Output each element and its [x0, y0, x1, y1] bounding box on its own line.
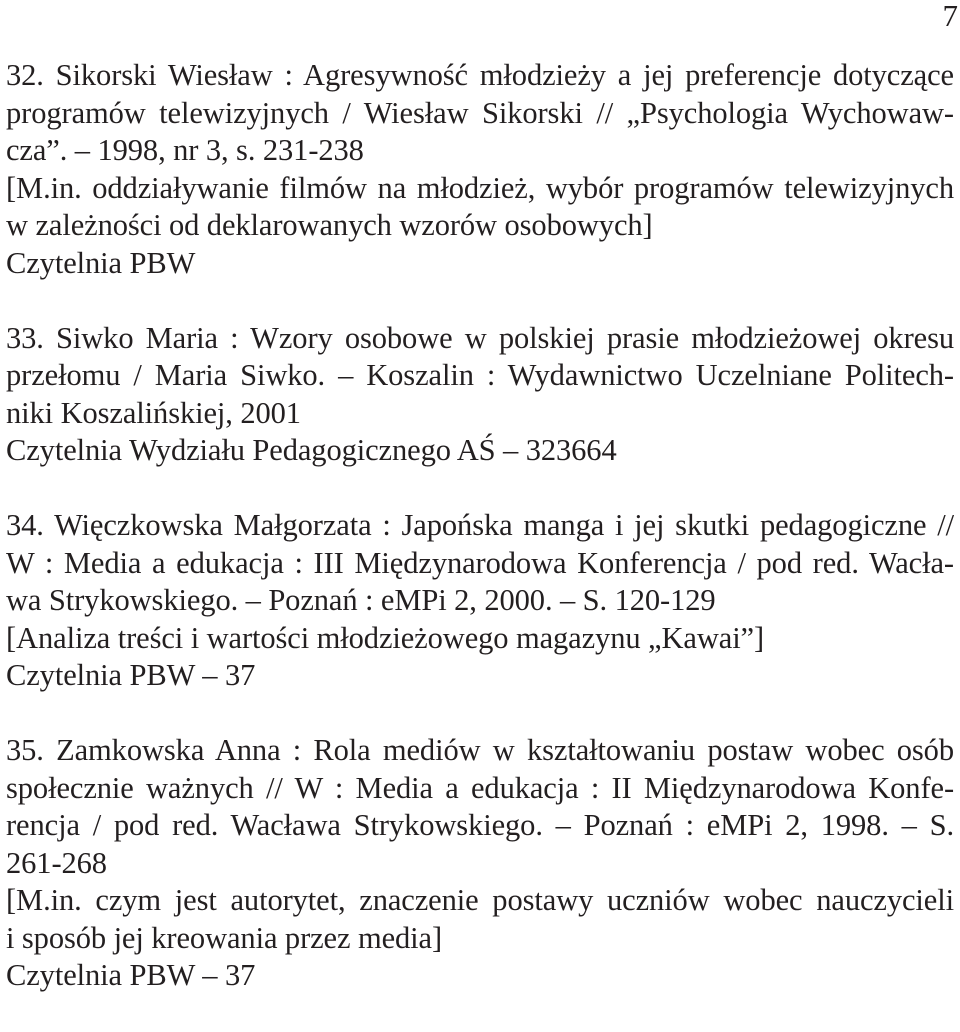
entry-32-line-5: w zależności od deklarowanych wzorów osobowych] — [6, 208, 653, 243]
bibliography-entry-35 — [6, 732, 954, 995]
entry-35-line-5: [M.in. czym jest autorytet, znaczenie postawy uczniów wobec nauczycieli — [6, 883, 954, 918]
entry-34-line-2: W : Media a edukacja : III Międzynarodowa Konferencja / pod red. Wacła- — [6, 545, 954, 580]
entry-34-line-4: [Analiza treści i wartości młodzieżowego magazynu „Kawai”] — [6, 620, 765, 655]
entry-32-line-4: [M.in. oddziaływanie filmów na młodzież, wybór programów telewizyjnych — [6, 170, 954, 205]
entry-33-line-2: przełomu / Maria Siwko. – Koszalin : Wydawnictwo Uczelniane Politech- — [6, 358, 954, 393]
entry-32-line-2: programów telewizyjnych / Wiesław Sikorski // „Psychologia Wychowaw- — [6, 95, 954, 130]
entry-33-line-3: niki Koszalińskiej, 2001 — [6, 395, 301, 430]
entry-33-location: Czytelnia Wydziału Pedagogicznego AŚ – 323664 — [6, 433, 617, 468]
entry-34-line-1: 34. Więczkowska Małgorzata : Japońska manga i jej skutki pedagogiczne // — [6, 507, 954, 542]
entry-33-line-1: 33. Siwko Maria : Wzory osobowe w polskiej prasie młodzieżowej okresu — [6, 320, 954, 355]
entry-32-location: Czytelnia PBW — [6, 245, 196, 280]
entry-34-location: Czytelnia PBW – 37 — [6, 658, 256, 693]
entry-34-line-3: wa Strykowskiego. – Poznań : eMPi 2, 2000. – S. 120-129 — [6, 583, 716, 618]
entry-35-line-3: rencja / pod red. Wacława Strykowskiego. – Poznań : eMPi 2, 1998. – S. — [6, 808, 954, 843]
entry-32-line-3: cza”. – 1998, nr 3, s. 231-238 — [6, 133, 364, 168]
bibliography-entry-33 — [6, 320, 954, 470]
bibliography-entry-32 — [6, 57, 954, 283]
entry-32-line-1: 32. Sikorski Wiesław : Agresywność młodzieży a jej preferencje dotyczące — [6, 58, 954, 92]
entry-35-line-2: społecznie ważnych // W : Media a edukacja : II Międzynarodowa Konfe- — [6, 770, 954, 805]
page-number: 7 — [942, 0, 958, 33]
entry-35-line-4: 261-268 — [6, 845, 107, 880]
bibliography-list — [6, 57, 954, 1032]
entry-35-location: Czytelnia PBW – 37 — [6, 958, 256, 993]
bibliography-entry-34 — [6, 507, 954, 695]
entry-35-line-6: i sposób jej kreowania przez media] — [6, 920, 443, 955]
entry-35-line-1: 35. Zamkowska Anna : Rola mediów w kształtowaniu postaw wobec osób — [6, 732, 954, 767]
